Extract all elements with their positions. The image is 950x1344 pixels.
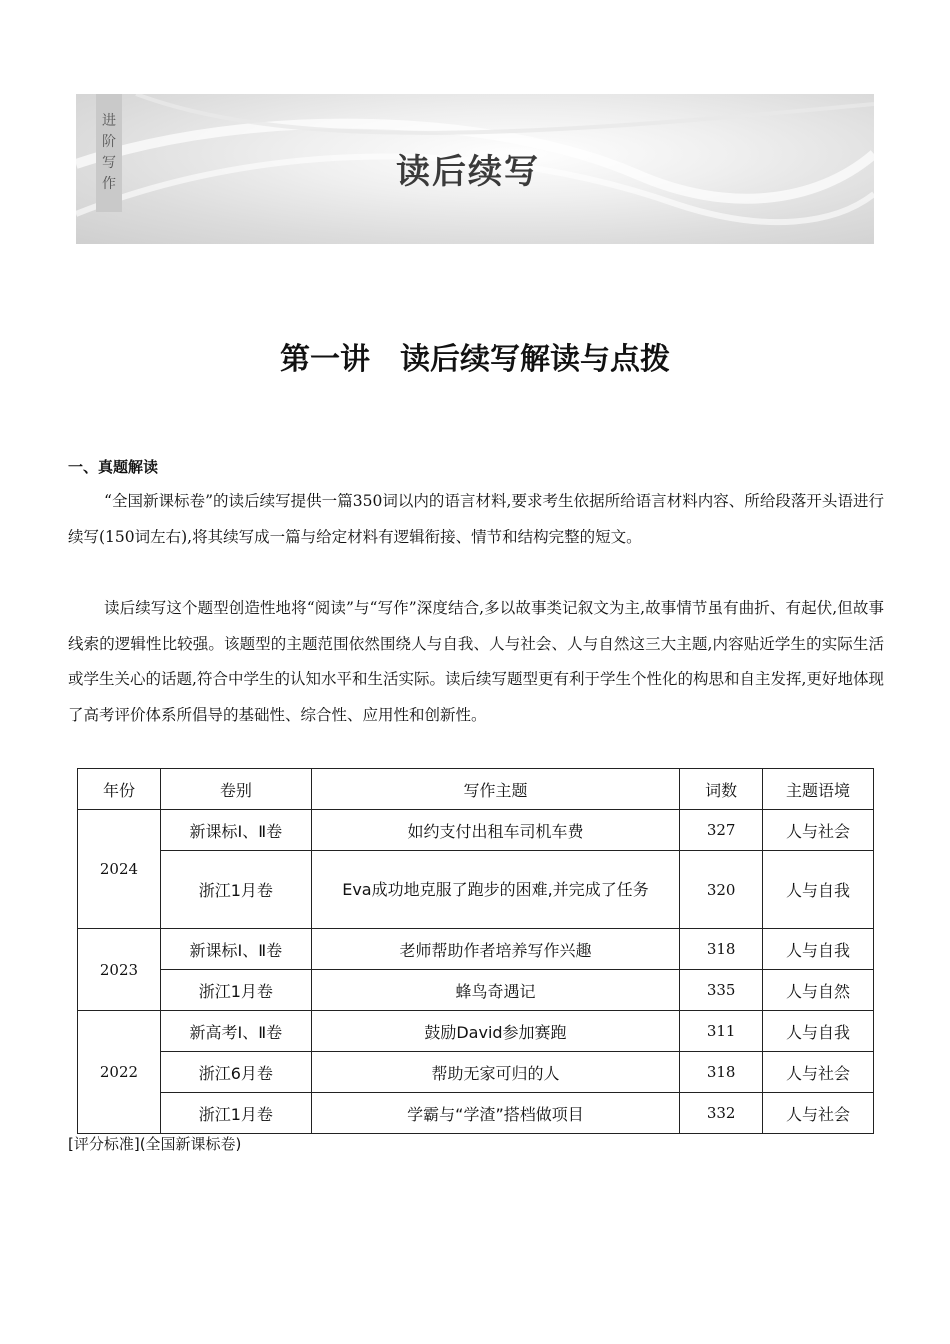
header-banner: [76, 94, 874, 244]
topic-cell: 蜂鸟奇遇记: [311, 970, 679, 1011]
year-cell: 2024: [78, 810, 161, 929]
paper-cell: 浙江1月卷: [160, 970, 311, 1011]
year-cell: 2023: [78, 929, 161, 1011]
paper-cell: 新课标Ⅰ、Ⅱ卷: [160, 929, 311, 970]
paragraph: 读后续写这个题型创造性地将“阅读”与“写作”深度结合,多以故事类记叙文为主,故事情节虽有曲折、有起伏,但故事线索的逻辑性比较强。该题型的主题范围依然围绕人与自我、人与社会、人与自然这三大主题,内容贴近学生的实际生活或学生关心的话题,符合中学生的认知水平和生活实际。读后续写题型更有利于学生个性化的构思和自主发挥,更好地体现了高考评价体系所倡导的基础性、综合性、应用性和创新性。: [68, 599, 884, 724]
table-row: [78, 851, 874, 929]
words-cell: 335: [680, 970, 763, 1011]
paper-cell: 浙江1月卷: [160, 851, 311, 929]
column-header: 写作主题: [311, 769, 679, 810]
side-label-tab: [96, 94, 122, 212]
topic-cell: Eva成功地克服了跑步的困难,并完成了任务: [311, 851, 679, 929]
side-label-char: 进: [102, 113, 116, 129]
words-cell: 332: [680, 1093, 763, 1134]
topic-cell: 老师帮助作者培养写作兴趣: [311, 929, 679, 970]
column-header: 主题语境: [763, 769, 874, 810]
words-cell: 318: [680, 1052, 763, 1093]
words-cell: 327: [680, 810, 763, 851]
context-cell: 人与自我: [763, 1011, 874, 1052]
table-row: [78, 929, 874, 970]
context-cell: 人与社会: [763, 1052, 874, 1093]
paper-cell: 浙江1月卷: [160, 1093, 311, 1134]
topic-cell: 学霸与“学渣”搭档做项目: [311, 1093, 679, 1134]
context-cell: 人与社会: [763, 1093, 874, 1134]
context-cell: 人与社会: [763, 810, 874, 851]
paper-cell: 浙江6月卷: [160, 1052, 311, 1093]
column-header: 年份: [78, 769, 161, 810]
words-cell: 311: [680, 1011, 763, 1052]
table-header-row: [78, 769, 874, 810]
topic-cell: 鼓励David参加赛跑: [311, 1011, 679, 1052]
exam-table: [77, 768, 874, 1134]
table-row: [78, 1052, 874, 1093]
banner-title: 读后续写: [396, 152, 540, 192]
column-header: 卷别: [160, 769, 311, 810]
table-row: [78, 1093, 874, 1134]
section-heading: 一、真题解读: [68, 458, 159, 476]
year-cell: 2022: [78, 1011, 161, 1134]
scoring-criteria-heading: [评分标准](全国新课标卷): [68, 1135, 242, 1153]
table-row: [78, 970, 874, 1011]
context-cell: 人与自我: [763, 851, 874, 929]
topic-cell: 如约支付出租车司机车费: [311, 810, 679, 851]
paper-cell: 新课标Ⅰ、Ⅱ卷: [160, 810, 311, 851]
side-label-char: 阶: [102, 134, 116, 150]
table-row: [78, 810, 874, 851]
context-cell: 人与自我: [763, 929, 874, 970]
topic-cell: 帮助无家可归的人: [311, 1052, 679, 1093]
table-row: [78, 1011, 874, 1052]
paper-cell: 新高考Ⅰ、Ⅱ卷: [160, 1011, 311, 1052]
words-cell: 320: [680, 851, 763, 929]
words-cell: 318: [680, 929, 763, 970]
side-label-char: 写: [102, 155, 116, 171]
paragraph: “全国新课标卷”的读后续写提供一篇350词以内的语言材料,要求考生依据所给语言材料内容、所给段落开头语进行续写(150词左右),将其续写成一篇与给定材料有逻辑衔接、情节和结构完整的短文。: [68, 492, 884, 546]
side-label-char: 作: [102, 176, 116, 192]
context-cell: 人与自然: [763, 970, 874, 1011]
lecture-title: 第一讲 读后续写解读与点拨: [280, 342, 670, 377]
column-header: 词数: [680, 769, 763, 810]
